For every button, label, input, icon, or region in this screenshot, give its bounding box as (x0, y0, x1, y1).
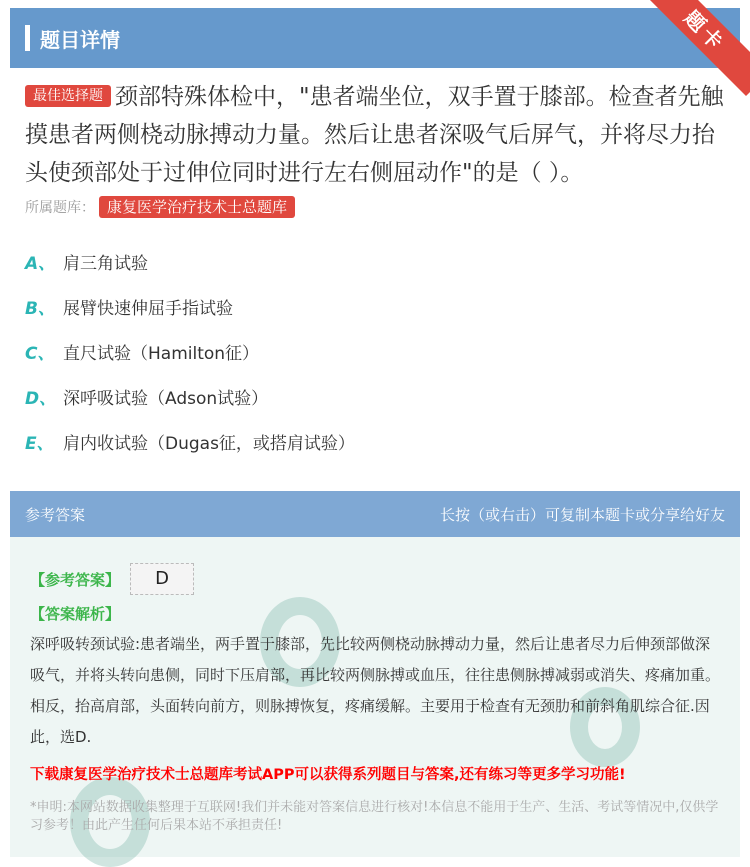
option-text: 直尺试验（Hamilton征） (63, 344, 260, 364)
option-text: 肩内收试验（Dugas征，或搭肩试验） (63, 434, 355, 454)
option-letter: E、 (25, 434, 54, 454)
options-list (25, 250, 355, 475)
question-text: 颈部特殊体检中，"患者端坐位，双手置于膝部。检查者先触摸患者两侧桡动脉搏动力量。然后让患者深吸气后屏气，并将尽力抬头使颈部处于过伸位同时进行左右侧屈动作"的是（ ）。 (25, 84, 724, 186)
question-bank (25, 196, 299, 218)
option-a[interactable] (25, 250, 355, 295)
answer-section-title: 参考答案 (25, 505, 86, 524)
option-e[interactable] (25, 430, 355, 475)
question-type-badge: 最佳选择题 (25, 85, 111, 107)
reference-answer (30, 563, 194, 595)
option-letter: A、 (25, 254, 56, 274)
bank-link[interactable]: 康复医学治疗技术士总题库 (99, 196, 295, 218)
analysis-label: 【答案解析】 (30, 605, 121, 623)
answer-body (10, 537, 740, 857)
page-header (10, 8, 740, 68)
answer-header (10, 491, 740, 537)
question (25, 78, 725, 192)
bank-label: 所属题库： (25, 200, 95, 216)
option-b[interactable] (25, 295, 355, 340)
option-letter: C、 (25, 344, 55, 364)
disclaimer: *申明:本网站数据收集整理于互联网!我们并未能对答案信息进行核对!本信息不能用于生产、生活、考试等情况中,仅供学习参考！由此产生任何后果本站不承担责任! (30, 800, 719, 833)
option-letter: D、 (25, 389, 57, 409)
option-letter: B、 (25, 299, 55, 319)
option-d[interactable] (25, 385, 355, 430)
option-text: 深呼吸试验（Adson试验） (63, 389, 269, 409)
page-title: 题目详情 (40, 27, 120, 52)
header-accent-bar (25, 25, 30, 51)
reference-answer-value: D (130, 563, 194, 595)
analysis-text: 深呼吸转颈试验:患者端坐，两手置于膝部，先比较两侧桡动脉搏动力量，然后让患者尽力后伸颈部做深吸气，并将头转向患侧，同时下压肩部，再比较两侧脉搏或血压，往往患侧脉搏减弱或消失、疼痛加重。相反，抬高肩部，头面转向前方，则脉搏恢复，疼痛缓解。主要用于检查有无颈肋和前斜角肌综合征.因此，选D. (30, 635, 721, 746)
option-text: 展臂快速伸屈手指试验 (63, 299, 233, 319)
share-hint: 长按（或右击）可复制本题卡或分享给好友 (439, 505, 725, 524)
option-c[interactable] (25, 340, 355, 385)
reference-answer-label: 【参考答案】 (30, 570, 121, 589)
option-text: 肩三角试验 (63, 254, 148, 274)
download-app-link[interactable]: 下载康复医学治疗技术士总题库考试APP可以获得系列题目与答案,还有练习等更多学习功能! (30, 767, 626, 783)
question-card-ribbon[interactable]: 题卡 (640, 0, 750, 96)
